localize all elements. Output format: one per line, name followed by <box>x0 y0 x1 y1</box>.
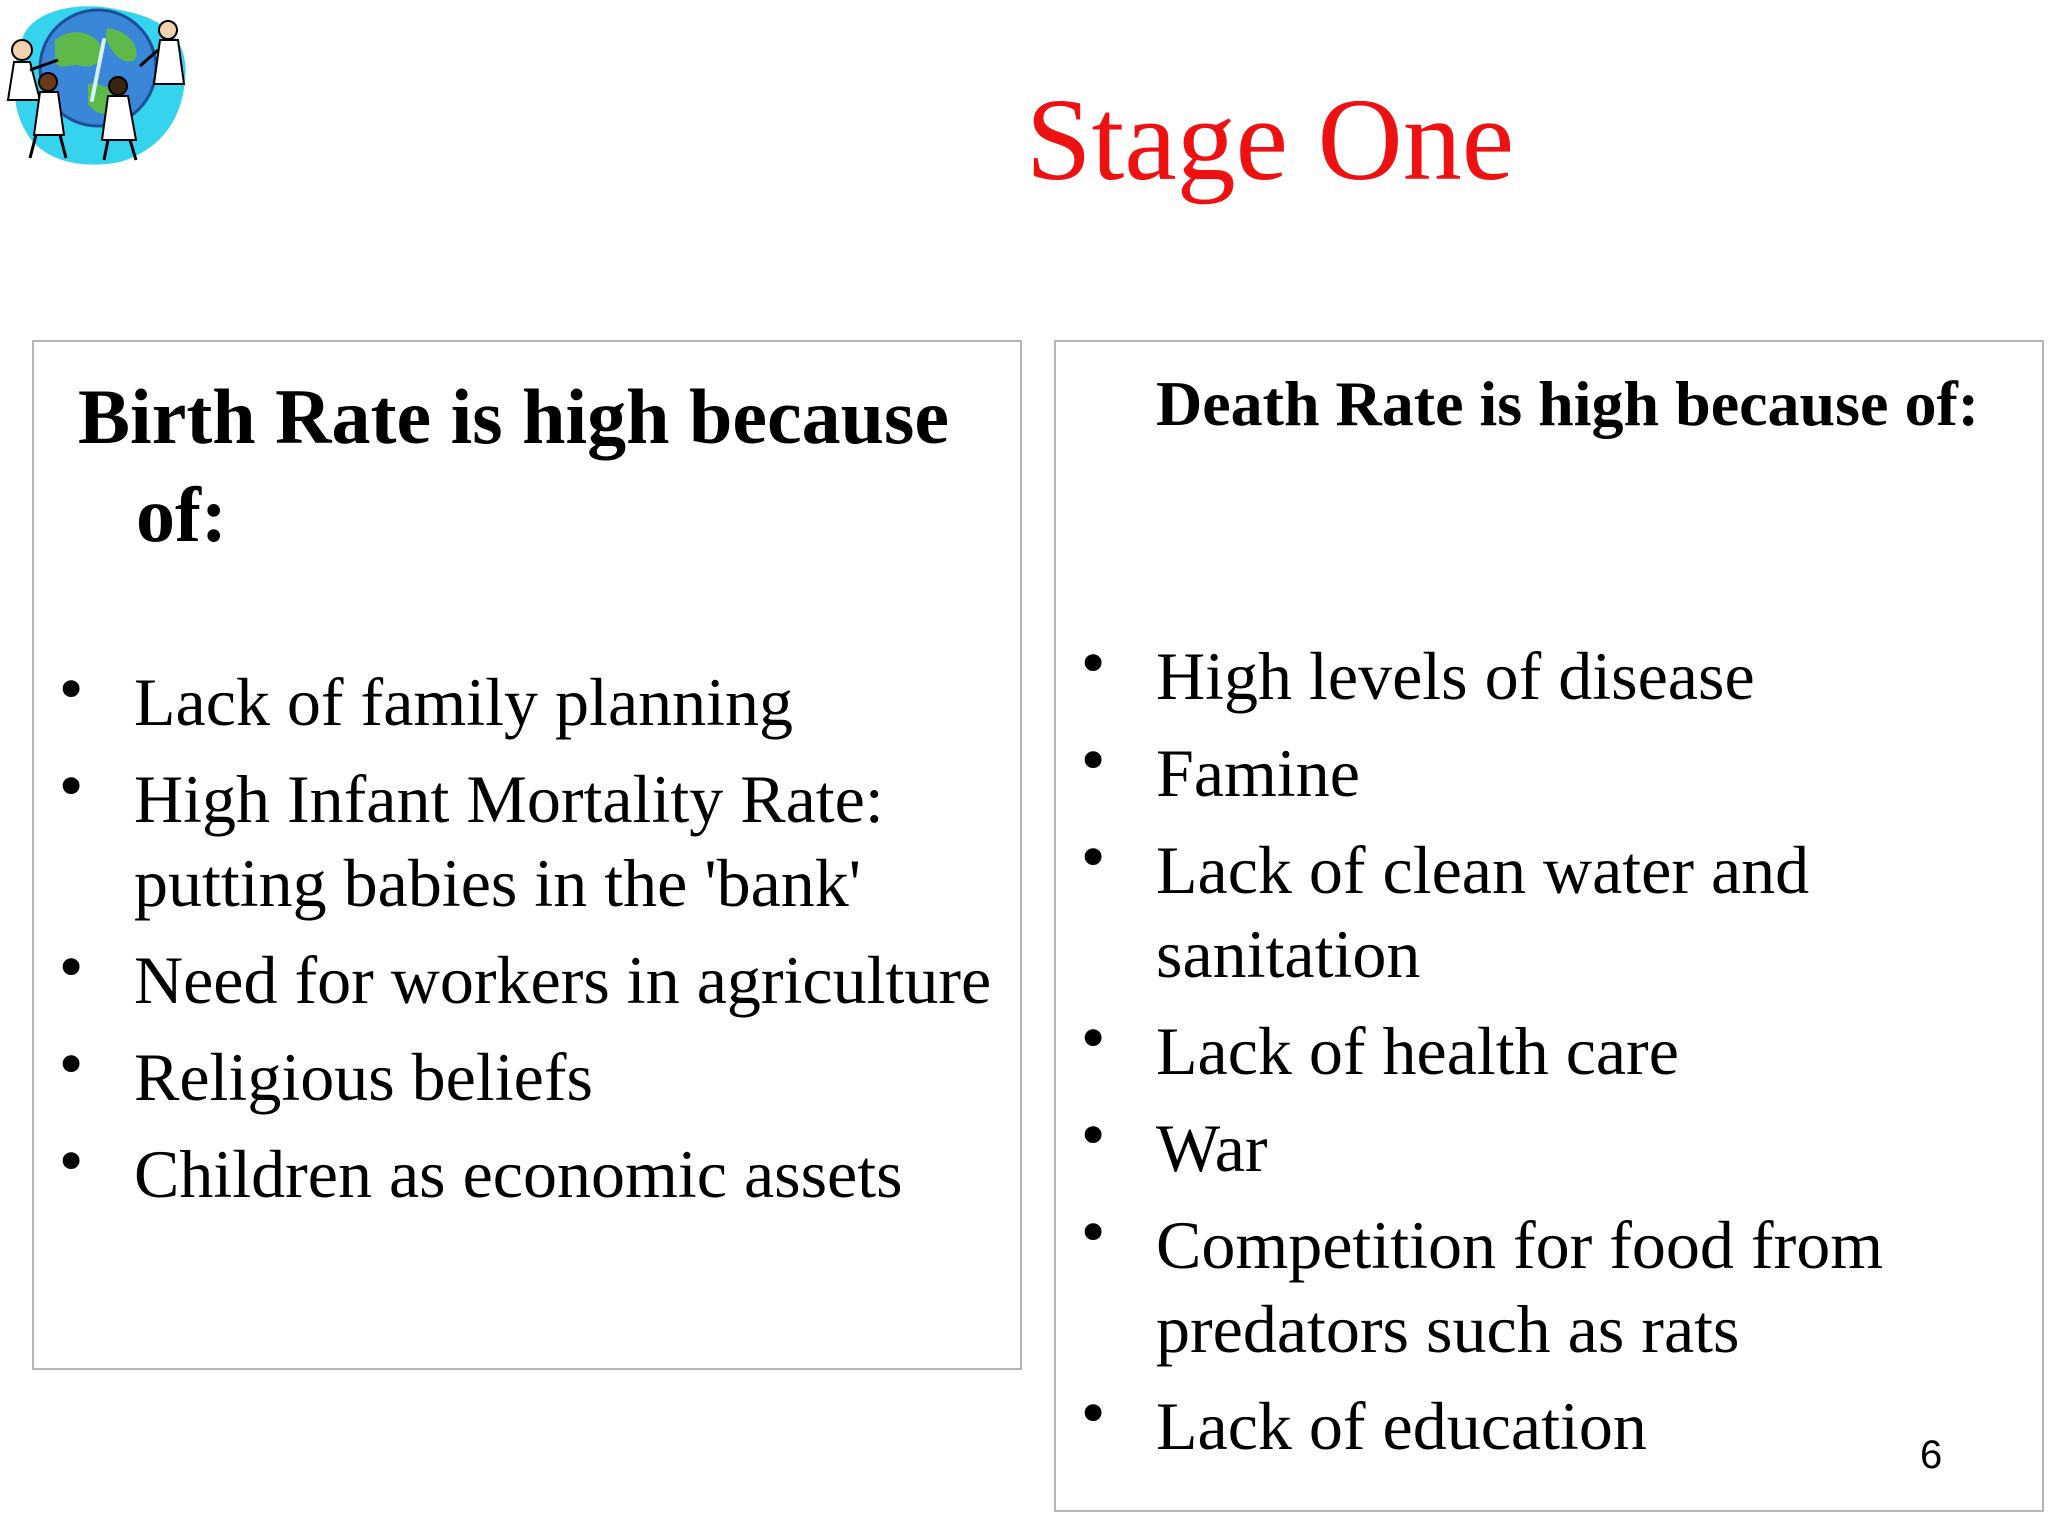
birth-rate-heading: Birth Rate is high because of: <box>78 373 950 558</box>
death-rate-heading: Death Rate is high because of: <box>1156 368 1980 439</box>
page-number: 6 <box>1920 1433 1943 1477</box>
list-item <box>1056 1199 2026 1371</box>
list-item-text: Lack of education <box>1156 1388 1647 1464</box>
globe-with-people-icon <box>0 0 195 170</box>
list-item-text: High Infant Mortality Rate: putting babies in the 'bank' <box>134 761 884 921</box>
list-item-text: War <box>1156 1110 1268 1186</box>
slide-title: Stage One <box>1025 74 1515 205</box>
list-item-text: High levels of disease <box>1156 638 1755 714</box>
list-item <box>1056 1102 2026 1190</box>
bullet-dot-icon: • <box>1076 1005 1111 1073</box>
list-item <box>34 753 1004 925</box>
bullet-dot-icon: • <box>54 1031 89 1099</box>
list-item-text: Famine <box>1156 735 1360 811</box>
bullet-dot-icon: • <box>54 753 89 821</box>
list-item <box>1056 630 2026 718</box>
death-rate-list <box>1056 630 2026 1481</box>
bullet-dot-icon: • <box>54 1128 89 1196</box>
birth-rate-panel <box>32 340 1022 1370</box>
list-item-text: Lack of family planning <box>134 664 794 740</box>
list-item <box>34 934 1004 1022</box>
list-item-text: Competition for food from predators such as rats <box>1156 1207 1884 1367</box>
list-item-text: Lack of health care <box>1156 1013 1679 1089</box>
list-item <box>1056 1005 2026 1093</box>
list-item-text: Need for workers in agriculture <box>134 942 992 1018</box>
birth-rate-list <box>34 656 1004 1229</box>
list-item-text: Lack of clean water and sanitation <box>1156 832 1810 992</box>
list-item <box>34 1128 1004 1216</box>
list-item <box>34 656 1004 744</box>
list-item <box>1056 1380 2026 1468</box>
bullet-dot-icon: • <box>1076 727 1111 795</box>
bullet-dot-icon: • <box>1076 1380 1111 1448</box>
list-item <box>1056 824 2026 996</box>
bullet-dot-icon: • <box>1076 630 1111 698</box>
bullet-dot-icon: • <box>1076 824 1111 892</box>
list-item-text: Religious beliefs <box>134 1039 593 1115</box>
list-item <box>1056 727 2026 815</box>
bullet-dot-icon: • <box>54 934 89 1002</box>
bullet-dot-icon: • <box>54 656 89 724</box>
death-rate-panel <box>1054 340 2044 1512</box>
bullet-dot-icon: • <box>1076 1199 1111 1267</box>
list-item <box>34 1031 1004 1119</box>
list-item-text: Children as economic assets <box>134 1136 903 1212</box>
bullet-dot-icon: • <box>1076 1102 1111 1170</box>
